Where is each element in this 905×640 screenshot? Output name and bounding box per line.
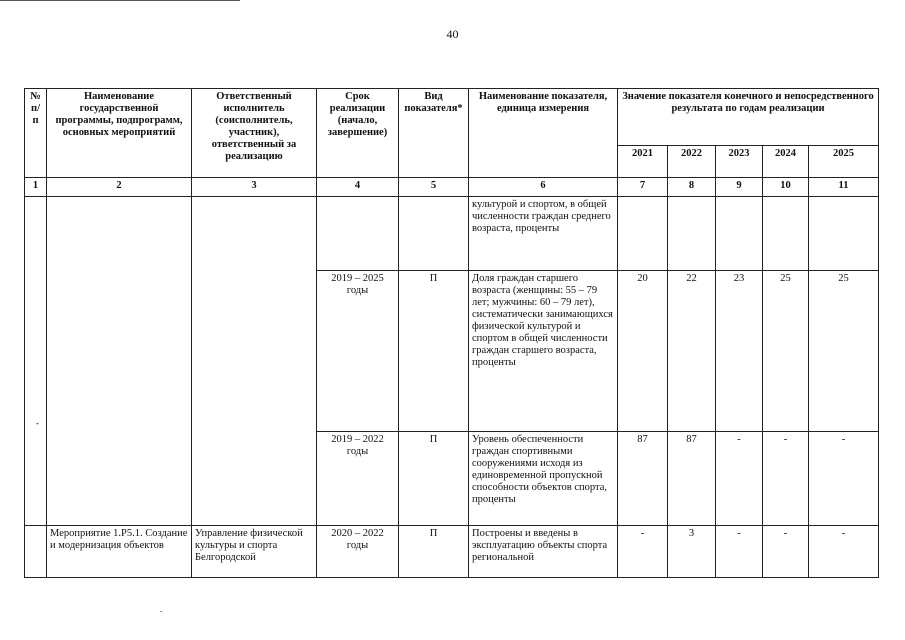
cell-term: 2020 – 2022 годы xyxy=(317,526,399,578)
table-row xyxy=(25,526,879,578)
cell-value: - xyxy=(763,432,809,526)
cell-indicator: Построены и введены в эксплуатацию объекты спорта региональной xyxy=(469,526,618,578)
cell-value: - xyxy=(763,526,809,578)
header-term: Срок реализации (начало, завершение) xyxy=(317,89,399,178)
cell-value: 25 xyxy=(809,271,879,432)
column-number: 5 xyxy=(399,178,469,197)
column-number: 2 xyxy=(47,178,192,197)
header-year: 2025 xyxy=(809,146,879,178)
header-values-group: Значение показателя конечного и непосредственного результата по годам реализации xyxy=(618,89,879,146)
cell-term: 2019 – 2022 годы xyxy=(317,432,399,526)
column-number: 7 xyxy=(618,178,668,197)
left-dash-mark: - xyxy=(36,418,39,428)
table-row xyxy=(25,197,879,271)
top-rule xyxy=(0,0,240,1)
cell-kind: П xyxy=(399,526,469,578)
column-number: 10 xyxy=(763,178,809,197)
program-table xyxy=(24,88,879,578)
cell-value: 3 xyxy=(668,526,716,578)
cell-program: Мероприятие 1.Р5.1. Создание и модернизация объектов xyxy=(47,526,192,578)
column-number: 9 xyxy=(716,178,763,197)
cell-term xyxy=(317,197,399,271)
cell-executor: Управление физической культуры и спорта Белгородской xyxy=(192,526,317,578)
header-executor: Ответственный исполнитель (соисполнитель, участник), ответственный за реализацию xyxy=(192,89,317,178)
cell-num xyxy=(25,526,47,578)
cell-value: - xyxy=(618,526,668,578)
column-number: 11 xyxy=(809,178,879,197)
header-indicator: Наименование показателя, единица измерения xyxy=(469,89,618,178)
cell-value: - xyxy=(809,432,879,526)
cell-value: - xyxy=(809,526,879,578)
cell-value: 25 xyxy=(763,271,809,432)
header-program: Наименование государственной программы, подпрограмм, основных мероприятий xyxy=(47,89,192,178)
cell-value xyxy=(809,197,879,271)
column-number: 8 xyxy=(668,178,716,197)
header-year: 2024 xyxy=(763,146,809,178)
cell-value: 87 xyxy=(668,432,716,526)
cell-value: 23 xyxy=(716,271,763,432)
header-year: 2023 xyxy=(716,146,763,178)
column-number: 3 xyxy=(192,178,317,197)
cell-value: 87 xyxy=(618,432,668,526)
cell-value: 22 xyxy=(668,271,716,432)
cell-indicator: Доля граждан старшего возраста (женщины: 55 – 79 лет; мужчины: 60 – 79 лет), систематически занимающихся физической культурой и спортом в общей численности граждан старшего возраста, проценты xyxy=(469,271,618,432)
header-num: № п/п xyxy=(25,89,47,178)
column-number: 6 xyxy=(469,178,618,197)
cell-indicator: Уровень обеспеченности граждан спортивными сооружениями исходя из единовременной пропускной способности объектов спорта, проценты xyxy=(469,432,618,526)
cell-kind xyxy=(399,197,469,271)
cell-value xyxy=(716,197,763,271)
cell-indicator: культурой и спортом, в общей численности граждан среднего возраста, проценты xyxy=(469,197,618,271)
cell-kind: П xyxy=(399,271,469,432)
cell-value: - xyxy=(716,432,763,526)
cell-value xyxy=(763,197,809,271)
header-year: 2022 xyxy=(668,146,716,178)
cell-term: 2019 – 2025 годы xyxy=(317,271,399,432)
cell-executor xyxy=(192,197,317,526)
cell-program xyxy=(47,197,192,526)
cell-value xyxy=(618,197,668,271)
cell-value: 20 xyxy=(618,271,668,432)
header-kind: Вид показателя* xyxy=(399,89,469,178)
bottom-dot-mark: . xyxy=(160,604,163,614)
cell-kind: П xyxy=(399,432,469,526)
cell-num xyxy=(25,197,47,526)
cell-value xyxy=(668,197,716,271)
page-number: 40 xyxy=(446,27,459,41)
column-number: 1 xyxy=(25,178,47,197)
column-number: 4 xyxy=(317,178,399,197)
cell-value: - xyxy=(716,526,763,578)
column-number-row xyxy=(25,178,879,197)
header-year: 2021 xyxy=(618,146,668,178)
